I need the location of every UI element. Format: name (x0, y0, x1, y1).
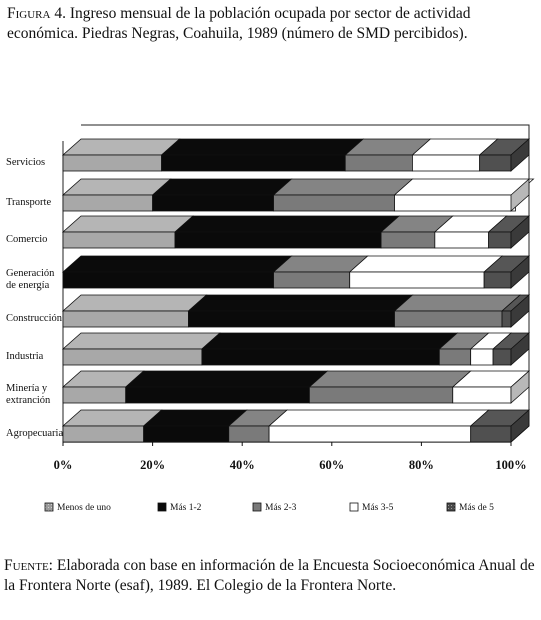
source-note (4, 556, 536, 596)
bar-series-group (63, 139, 533, 442)
bar-segment-mas-3-5 (269, 410, 489, 442)
bar-segment-menos-de-uno (63, 216, 193, 248)
legend-item-mas-3-5 (350, 503, 394, 513)
legend-label: Más 1-2 (170, 503, 202, 513)
bar-segment-menos-de-uno (63, 333, 220, 365)
bar-row (63, 371, 529, 403)
legend-label: Más 3-5 (362, 503, 394, 513)
bar-segment-mas-2-3 (395, 295, 521, 327)
x-tick-label: 0% (53, 458, 73, 472)
bar-segment-mas-1-2 (175, 216, 399, 248)
x-tick-label: 60% (319, 458, 345, 472)
legend-item-mas-1-2 (158, 503, 202, 513)
x-axis-ticks (54, 442, 527, 472)
bar-segment-mas-1-2 (162, 139, 364, 171)
category-label: Construcción (6, 313, 62, 324)
legend-label: Más de 5 (459, 503, 494, 513)
legend-label: Menos de uno (57, 503, 111, 513)
bar-segment-mas-2-3 (309, 371, 470, 403)
bar-segment-mas-1-2 (63, 256, 292, 288)
caption-text: Ingreso mensual de la población ocupada por sector de actividad económica. Piedras Negras, Coahuila, 1989 (número de SMD percibidos). (7, 5, 471, 42)
legend-swatch (447, 503, 455, 511)
legend-swatch (45, 503, 53, 511)
legend-item-mas-de-5 (447, 503, 494, 513)
bar-segment-mas-1-2 (202, 333, 457, 365)
bar-segment-mas-1-2 (126, 371, 328, 403)
caption-label: Figura 4. (7, 5, 66, 22)
category-label: Servicios (6, 157, 46, 168)
bar-row (63, 410, 529, 442)
bar-row (63, 216, 529, 248)
legend (45, 503, 494, 513)
legend-item-mas-2-3 (253, 503, 297, 513)
bar-row (63, 295, 529, 327)
category-label: Minería y extranción (6, 383, 51, 406)
category-label: Transporte (6, 197, 52, 208)
category-labels (6, 157, 63, 439)
source-text: Elaborada con base en información de la Encuesta Socioeconómica Anual de la Frontera Norte (esaf), 1989. El Colegio de la Frontera Norte. (4, 557, 535, 594)
legend-swatch (350, 503, 358, 511)
category-label: Agropecuaria (6, 428, 64, 439)
legend-label: Más 2-3 (265, 503, 297, 513)
x-tick-label: 80% (408, 458, 434, 472)
x-tick-label: 40% (229, 458, 255, 472)
bar-row (63, 179, 533, 211)
source-label: Fuente: (4, 557, 53, 574)
bar-row (63, 333, 529, 365)
legend-swatch (158, 503, 166, 511)
bar-segment-mas-1-2 (188, 295, 412, 327)
category-label: Generación de energía (6, 268, 55, 291)
bar-segment-mas-1-2 (153, 179, 292, 211)
category-label: Industria (6, 351, 44, 362)
bar-segment-mas-2-3 (274, 179, 413, 211)
x-tick-label: 100% (495, 458, 527, 472)
bar-row (63, 256, 529, 288)
bar-segment-mas-3-5 (350, 256, 502, 288)
category-label: Comercio (6, 234, 48, 245)
bar-row (63, 139, 529, 171)
legend-swatch (253, 503, 261, 511)
bar-segment-menos-de-uno (63, 295, 206, 327)
legend-item-menos-de-uno (45, 503, 111, 513)
x-tick-label: 20% (140, 458, 166, 472)
